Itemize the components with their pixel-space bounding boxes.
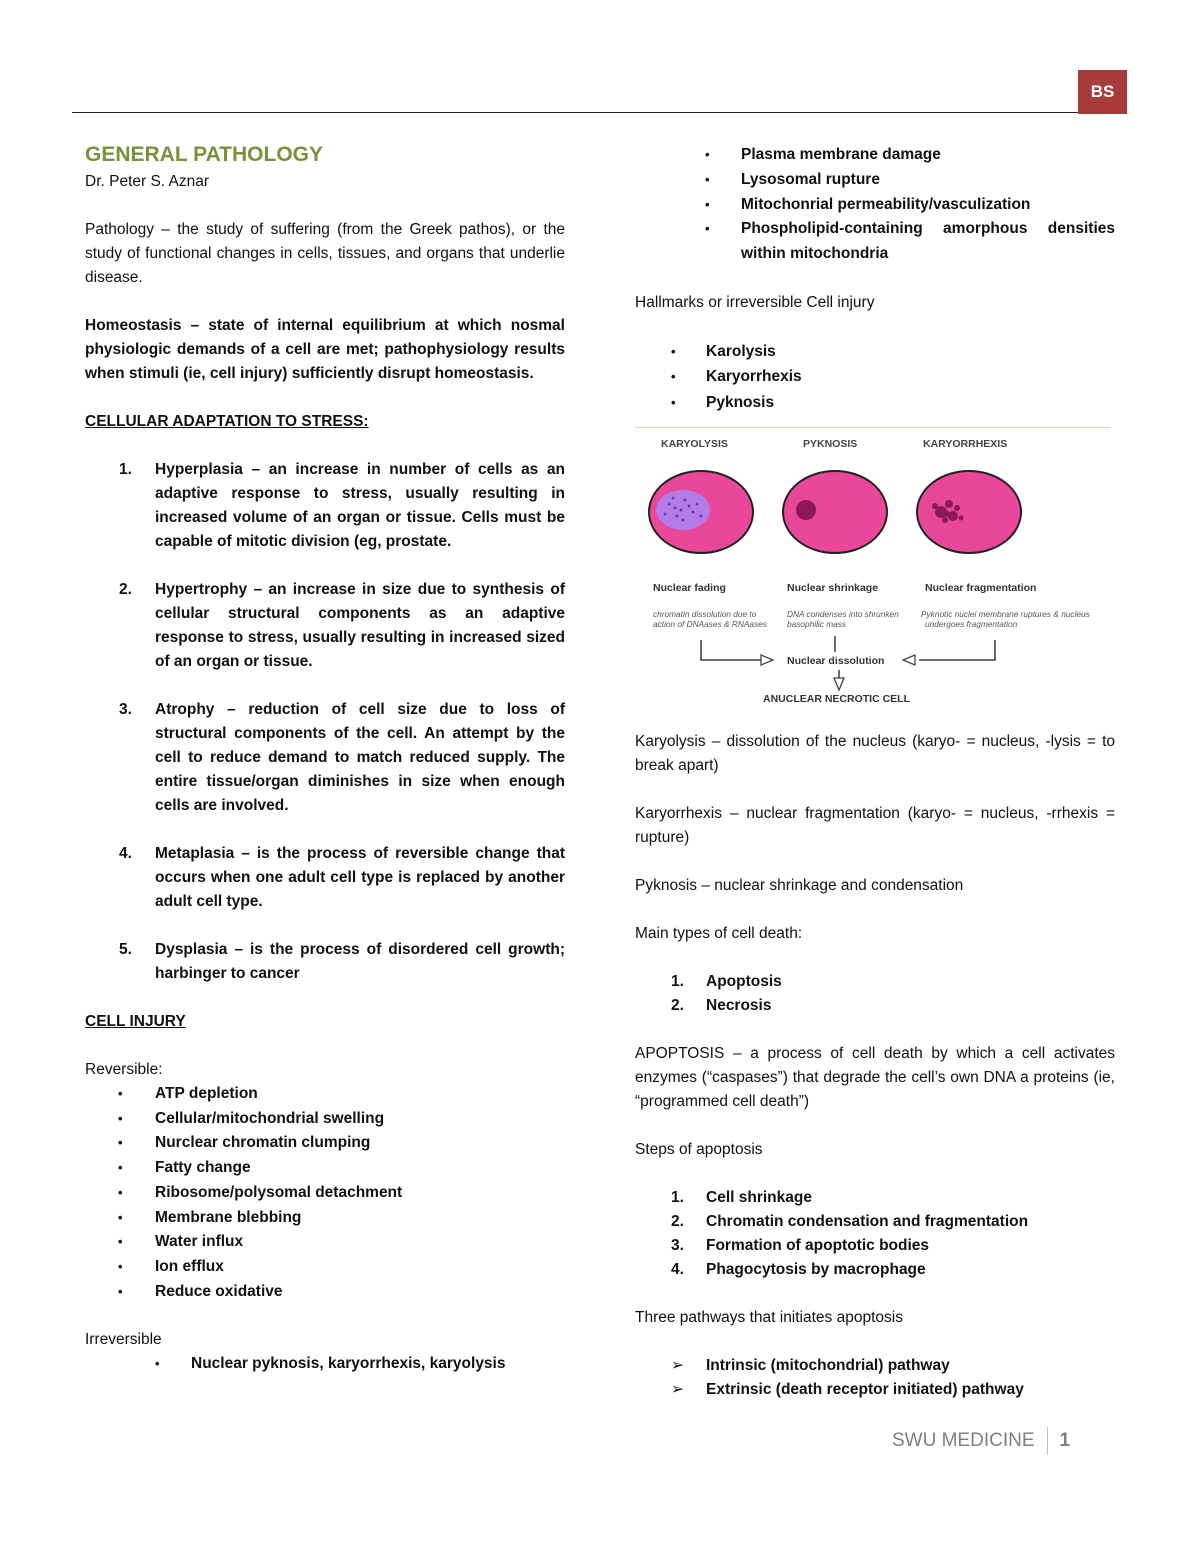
fig-note-fragmentation-2: undergoes fragmentation: [925, 619, 1018, 630]
adaptation-term: Hypertrophy: [155, 581, 248, 598]
hallmarks-heading: Hallmarks or irreversible Cell injury: [635, 293, 875, 311]
fig-label-anuclear: ANUCLEAR NECROTIC CELL: [763, 693, 910, 706]
list-item-text: Water influx: [155, 1233, 244, 1251]
nuclear-changes-figure: [635, 427, 1111, 718]
adaptation-def: – is the process of disordered cell growth; harbinger to cancer: [155, 941, 565, 982]
list-item: [635, 390, 1115, 416]
list-item: [635, 339, 1115, 365]
nuclear-changes-diagram: [635, 428, 1111, 718]
nucleus-fragment: [944, 511, 950, 517]
list-item: [635, 1234, 1115, 1258]
apoptosis-def: – a process of cell death by which a cell activates enzymes (“caspases”) that degrade the cell’s own DNA a proteins (ie, “programmed cell death”): [635, 1045, 1115, 1111]
page-footer: [892, 1427, 1070, 1455]
list-item: [635, 1210, 1115, 1234]
list-item: [635, 1258, 1115, 1282]
item-number: 4.: [119, 845, 132, 862]
karyorrhexis-definition: Karyorrhexis – nuclear fragmentation (karyo- = nucleus, -rrhexis = rupture): [635, 805, 1115, 847]
list-item-text: Cell shrinkage: [706, 1189, 812, 1207]
list-item: [85, 1131, 565, 1156]
bullet-icon: •: [118, 1160, 123, 1176]
adaptation-def: – an increase in number of cells as an adaptive response to stress, usually resulting in increased volume of an organ or tissue. Cells must be capable of mitotic division (eg, prostate.: [155, 461, 565, 550]
pathology-def: – the study of suffering (from the Greek pathos), or the study of functional changes in cells, tissues, and organs that underlie disease.: [85, 221, 565, 286]
arrow-left-connector: [701, 640, 761, 660]
fig-note-fading-2: action of DNAases & RNAases: [653, 619, 767, 630]
list-item: [635, 193, 1115, 218]
bullet-icon: •: [705, 196, 710, 212]
chromatin-speck: [664, 513, 667, 516]
bullet-icon: •: [705, 147, 710, 162]
adaptation-item: [85, 938, 565, 986]
list-item-text: Nuclear pyknosis, karyorrhexis, karyolysis: [191, 1355, 506, 1373]
chromatin-speck: [674, 507, 677, 510]
apoptosis-definition: [635, 1042, 1115, 1114]
item-number: 4.: [671, 1261, 684, 1279]
list-item: [635, 143, 1115, 168]
list-item-text: Membrane blebbing: [155, 1208, 302, 1226]
header-badge: BS: [1078, 70, 1127, 114]
bullet-icon: •: [118, 1110, 123, 1126]
arrow-left-head: [761, 655, 773, 665]
nucleus-fragment: [959, 516, 964, 521]
cell-karyorrhexis: [917, 471, 1021, 553]
list-item-text: Necrosis: [706, 997, 772, 1015]
adaptation-item: [85, 698, 565, 818]
adaptation-item: [85, 578, 565, 674]
chromatin-speck: [672, 497, 675, 500]
list-item-text: Phagocytosis by macrophage: [706, 1261, 926, 1279]
bullet-icon: •: [671, 343, 676, 359]
apoptosis-term: APOPTOSIS: [635, 1045, 725, 1063]
fig-label-pyknosis: PYKNOSIS: [803, 438, 858, 451]
item-number: 1.: [671, 973, 684, 991]
list-item: [85, 1352, 565, 1377]
arrow-bullet-icon: ➢: [671, 1357, 684, 1375]
list-item-text: Lysosomal rupture: [741, 170, 880, 188]
adaptation-term: Dysplasia: [155, 941, 228, 958]
adaptation-def: – an increase in size due to synthesis of cellular structural components as an adaptive response to stress, usually resulting in increased sized of an organ or tissue.: [155, 581, 565, 670]
list-item: [635, 217, 1115, 267]
header-rule: [72, 112, 1078, 113]
nucleus-fragment: [945, 500, 953, 508]
item-number: 2.: [671, 1213, 684, 1231]
item-number: 1.: [671, 1189, 684, 1207]
fig-note-shrinkage-1: DNA condenses into shrunken: [787, 609, 899, 620]
bullet-icon: •: [705, 171, 710, 187]
fig-label-dissolution: Nuclear dissolution: [787, 655, 885, 668]
chromatin-speck: [696, 503, 699, 506]
chromatin-speck: [692, 511, 695, 514]
cell-death-heading: Main types of cell death:: [635, 925, 803, 943]
adaptation-def: – reduction of cell size due to loss of structural components of the cell. An attempt by the cell to reduce demand to match reduced supply. The entire tissue/organ diminishes in size when enough cells are involved.: [155, 701, 565, 814]
adaptation-item: [85, 458, 565, 554]
list-item-text: Pyknosis: [706, 393, 775, 411]
chromatin-speck: [682, 519, 685, 522]
bullet-icon: •: [671, 394, 676, 410]
list-item: [635, 994, 1115, 1018]
list-item-text: Cellular/mitochondrial swelling: [155, 1109, 385, 1127]
fig-note-fading-1: chromatin dissolution due to: [653, 609, 757, 620]
bullet-icon: •: [118, 1258, 123, 1274]
list-item-text: Plasma membrane damage: [741, 146, 941, 163]
irreversible-continued-list: [635, 143, 1115, 267]
fig-note-shrinkage-2: basophilic mass: [787, 619, 847, 630]
apoptosis-steps-list: [635, 1186, 1115, 1282]
item-number: 2.: [119, 581, 132, 598]
item-number: 3.: [671, 1237, 684, 1255]
item-number: 3.: [119, 701, 132, 718]
pathology-term: Pathology: [85, 221, 154, 238]
bullet-icon: •: [155, 1356, 160, 1372]
fig-caption-shrinkage: Nuclear shrinkage: [787, 582, 879, 595]
bullet-icon: •: [118, 1234, 123, 1250]
footer-divider: [1047, 1427, 1048, 1455]
pyknosis-definition: Pyknosis – nuclear shrinkage and condensation: [635, 877, 964, 895]
fig-label-karyolysis: KARYOLYSIS: [661, 438, 728, 451]
bullet-icon: •: [118, 1209, 123, 1225]
adaptation-list: [85, 458, 565, 986]
list-item: [85, 1280, 565, 1305]
bullet-icon: •: [118, 1086, 123, 1101]
chromatin-speck: [676, 515, 679, 518]
list-item-text: Apoptosis: [706, 973, 782, 991]
list-item-text: Karolysis: [706, 342, 776, 360]
adaptation-heading: CELLULAR ADAPTATION TO STRESS:: [85, 413, 369, 430]
fig-note-fragmentation-1: Pyknotic nuclei membrane ruptures & nucleus: [921, 609, 1090, 620]
list-item-text: Reduce oxidative: [155, 1282, 283, 1300]
list-item: [85, 1156, 565, 1181]
arrow-right-head: [903, 655, 915, 665]
pathway-text: Extrinsic (death receptor initiated) pathway: [706, 1381, 1024, 1399]
left-column: [85, 140, 565, 1377]
pathology-definition: [85, 218, 565, 290]
page-number: 1: [1059, 1430, 1071, 1451]
nucleus-fragment: [942, 517, 948, 523]
list-item-text: Chromatin condensation and fragmentation: [706, 1213, 1029, 1231]
list-item-text: Ion efflux: [155, 1257, 224, 1275]
hallmarks-list: [635, 339, 1115, 416]
arrow-right-connector: [919, 640, 995, 660]
arrow-bullet-icon: ➢: [671, 1381, 684, 1399]
adaptation-def: – is the process of reversible change that occurs when one adult cell type is replaced by another adult cell type.: [155, 845, 565, 910]
list-item-text: ATP depletion: [155, 1085, 258, 1102]
nucleus-fragment: [932, 503, 938, 509]
cell-death-list: [635, 970, 1115, 1018]
right-column: [635, 143, 1115, 1402]
karyolysis-definition: Karyolysis – dissolution of the nucleus (karyo- = nucleus, -lysis = to break apart): [635, 733, 1115, 775]
pathways-heading: Three pathways that initiates apoptosis: [635, 1309, 903, 1327]
bullet-icon: •: [671, 369, 676, 385]
list-item: [85, 1255, 565, 1280]
chromatin-speck: [680, 509, 683, 512]
chromatin-speck: [688, 505, 691, 508]
list-item-text: Mitochonrial permeability/vasculization: [741, 195, 1031, 213]
list-item-text: Formation of apoptotic bodies: [706, 1237, 930, 1255]
author: Dr. Peter S. Aznar: [85, 173, 210, 190]
bullet-icon: •: [118, 1135, 123, 1151]
adaptation-term: Hyperplasia: [155, 461, 243, 478]
list-item: [85, 1206, 565, 1231]
irreversible-list: [85, 1352, 565, 1377]
nucleus-karyolysis: [656, 490, 710, 530]
pathways-list: [635, 1354, 1115, 1402]
list-item: [635, 970, 1115, 994]
item-number: 2.: [671, 997, 684, 1015]
document-title: GENERAL PATHOLOGY: [85, 143, 324, 166]
item-number: 5.: [119, 941, 132, 958]
footer-label: SWU MEDICINE: [892, 1430, 1035, 1451]
list-item: [635, 168, 1115, 193]
reversible-list: [85, 1082, 565, 1304]
adaptation-term: Metaplasia: [155, 845, 235, 862]
list-item-text: Nurclear chromatin clumping: [155, 1134, 371, 1152]
fig-caption-fragmentation: Nuclear fragmentation: [925, 582, 1037, 595]
list-item-text: Fatty change: [155, 1159, 251, 1177]
list-item-text: Karyorrhexis: [706, 368, 802, 386]
pathway-item: [635, 1354, 1115, 1378]
bullet-icon: •: [118, 1184, 123, 1200]
chromatin-speck: [684, 499, 687, 502]
fig-caption-fading: Nuclear fading: [653, 582, 726, 595]
irreversible-label: Irreversible: [85, 1331, 162, 1349]
arrow-down-head: [834, 678, 844, 690]
list-item: [85, 1181, 565, 1206]
chromatin-speck: [668, 503, 671, 506]
homeostasis-definition: Homeostasis – state of internal equilibrium at which nosmal physiologic demands of a cell are met; pathophysiology results when stimuli (ie, cell injury) sufficiently disrupt homeostasis.: [85, 317, 565, 382]
nucleus-pyknosis: [796, 500, 816, 520]
adaptation-term: Atrophy: [155, 701, 215, 718]
cell-injury-heading: CELL INJURY: [85, 1013, 186, 1030]
bullet-icon: •: [118, 1283, 123, 1299]
bullet-icon: •: [705, 221, 710, 237]
pathway-text: Intrinsic (mitochondrial) pathway: [706, 1357, 950, 1375]
reversible-label: Reversible:: [85, 1061, 163, 1078]
list-item-text: Phospholipid-containing amorphous densities within mitochondria: [741, 220, 1115, 263]
list-item: [635, 1186, 1115, 1210]
list-item: [635, 364, 1115, 390]
list-item-text: Ribosome/polysomal detachment: [155, 1183, 403, 1201]
list-item: [85, 1230, 565, 1255]
list-item: [85, 1082, 565, 1107]
pathway-item: [635, 1378, 1115, 1402]
nucleus-fragment: [954, 505, 960, 511]
item-number: 1.: [119, 461, 132, 478]
list-item: [85, 1107, 565, 1132]
steps-heading: Steps of apoptosis: [635, 1141, 763, 1159]
fig-label-karyorrhexis: KARYORRHEXIS: [923, 438, 1008, 451]
adaptation-item: [85, 842, 565, 914]
chromatin-speck: [700, 515, 703, 518]
